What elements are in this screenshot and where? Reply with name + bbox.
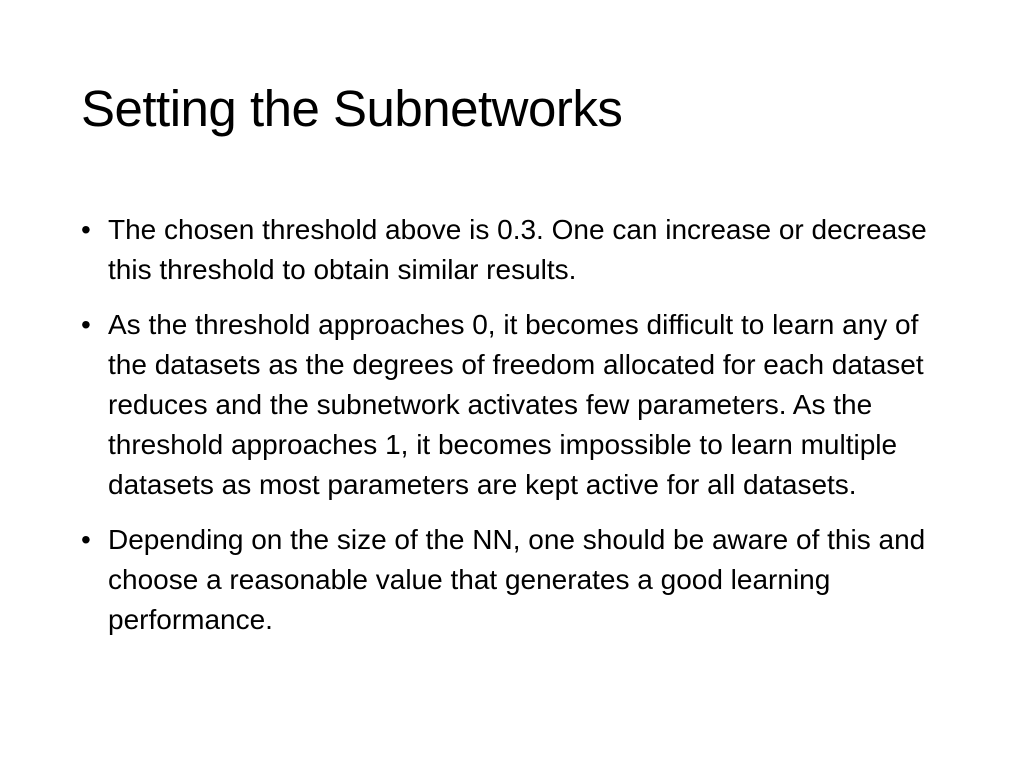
bullet-list [81,210,951,655]
bullet-marker: • [81,309,91,340]
bullet-marker: • [81,214,91,245]
bullet-item [81,305,951,505]
bullet-marker: • [81,524,91,555]
slide-title: Setting the Subnetworks [81,80,623,137]
bullet-text: Depending on the size of the NN, one should be aware of this and choose a reasonable value that generates a good learning performance. [108,524,926,635]
bullet-item [81,210,951,290]
bullet-item [81,520,951,640]
bullet-text: The chosen threshold above is 0.3. One can increase or decrease this threshold to obtain similar results. [108,214,927,285]
bullet-text: As the threshold approaches 0, it becomes difficult to learn any of the datasets as the degrees of freedom allocated for each dataset reduces and the subnetwork activates few parameters. As the threshold approaches 1, it becomes impossible to learn multiple datasets as most parameters are kept active for all datasets. [108,309,924,500]
